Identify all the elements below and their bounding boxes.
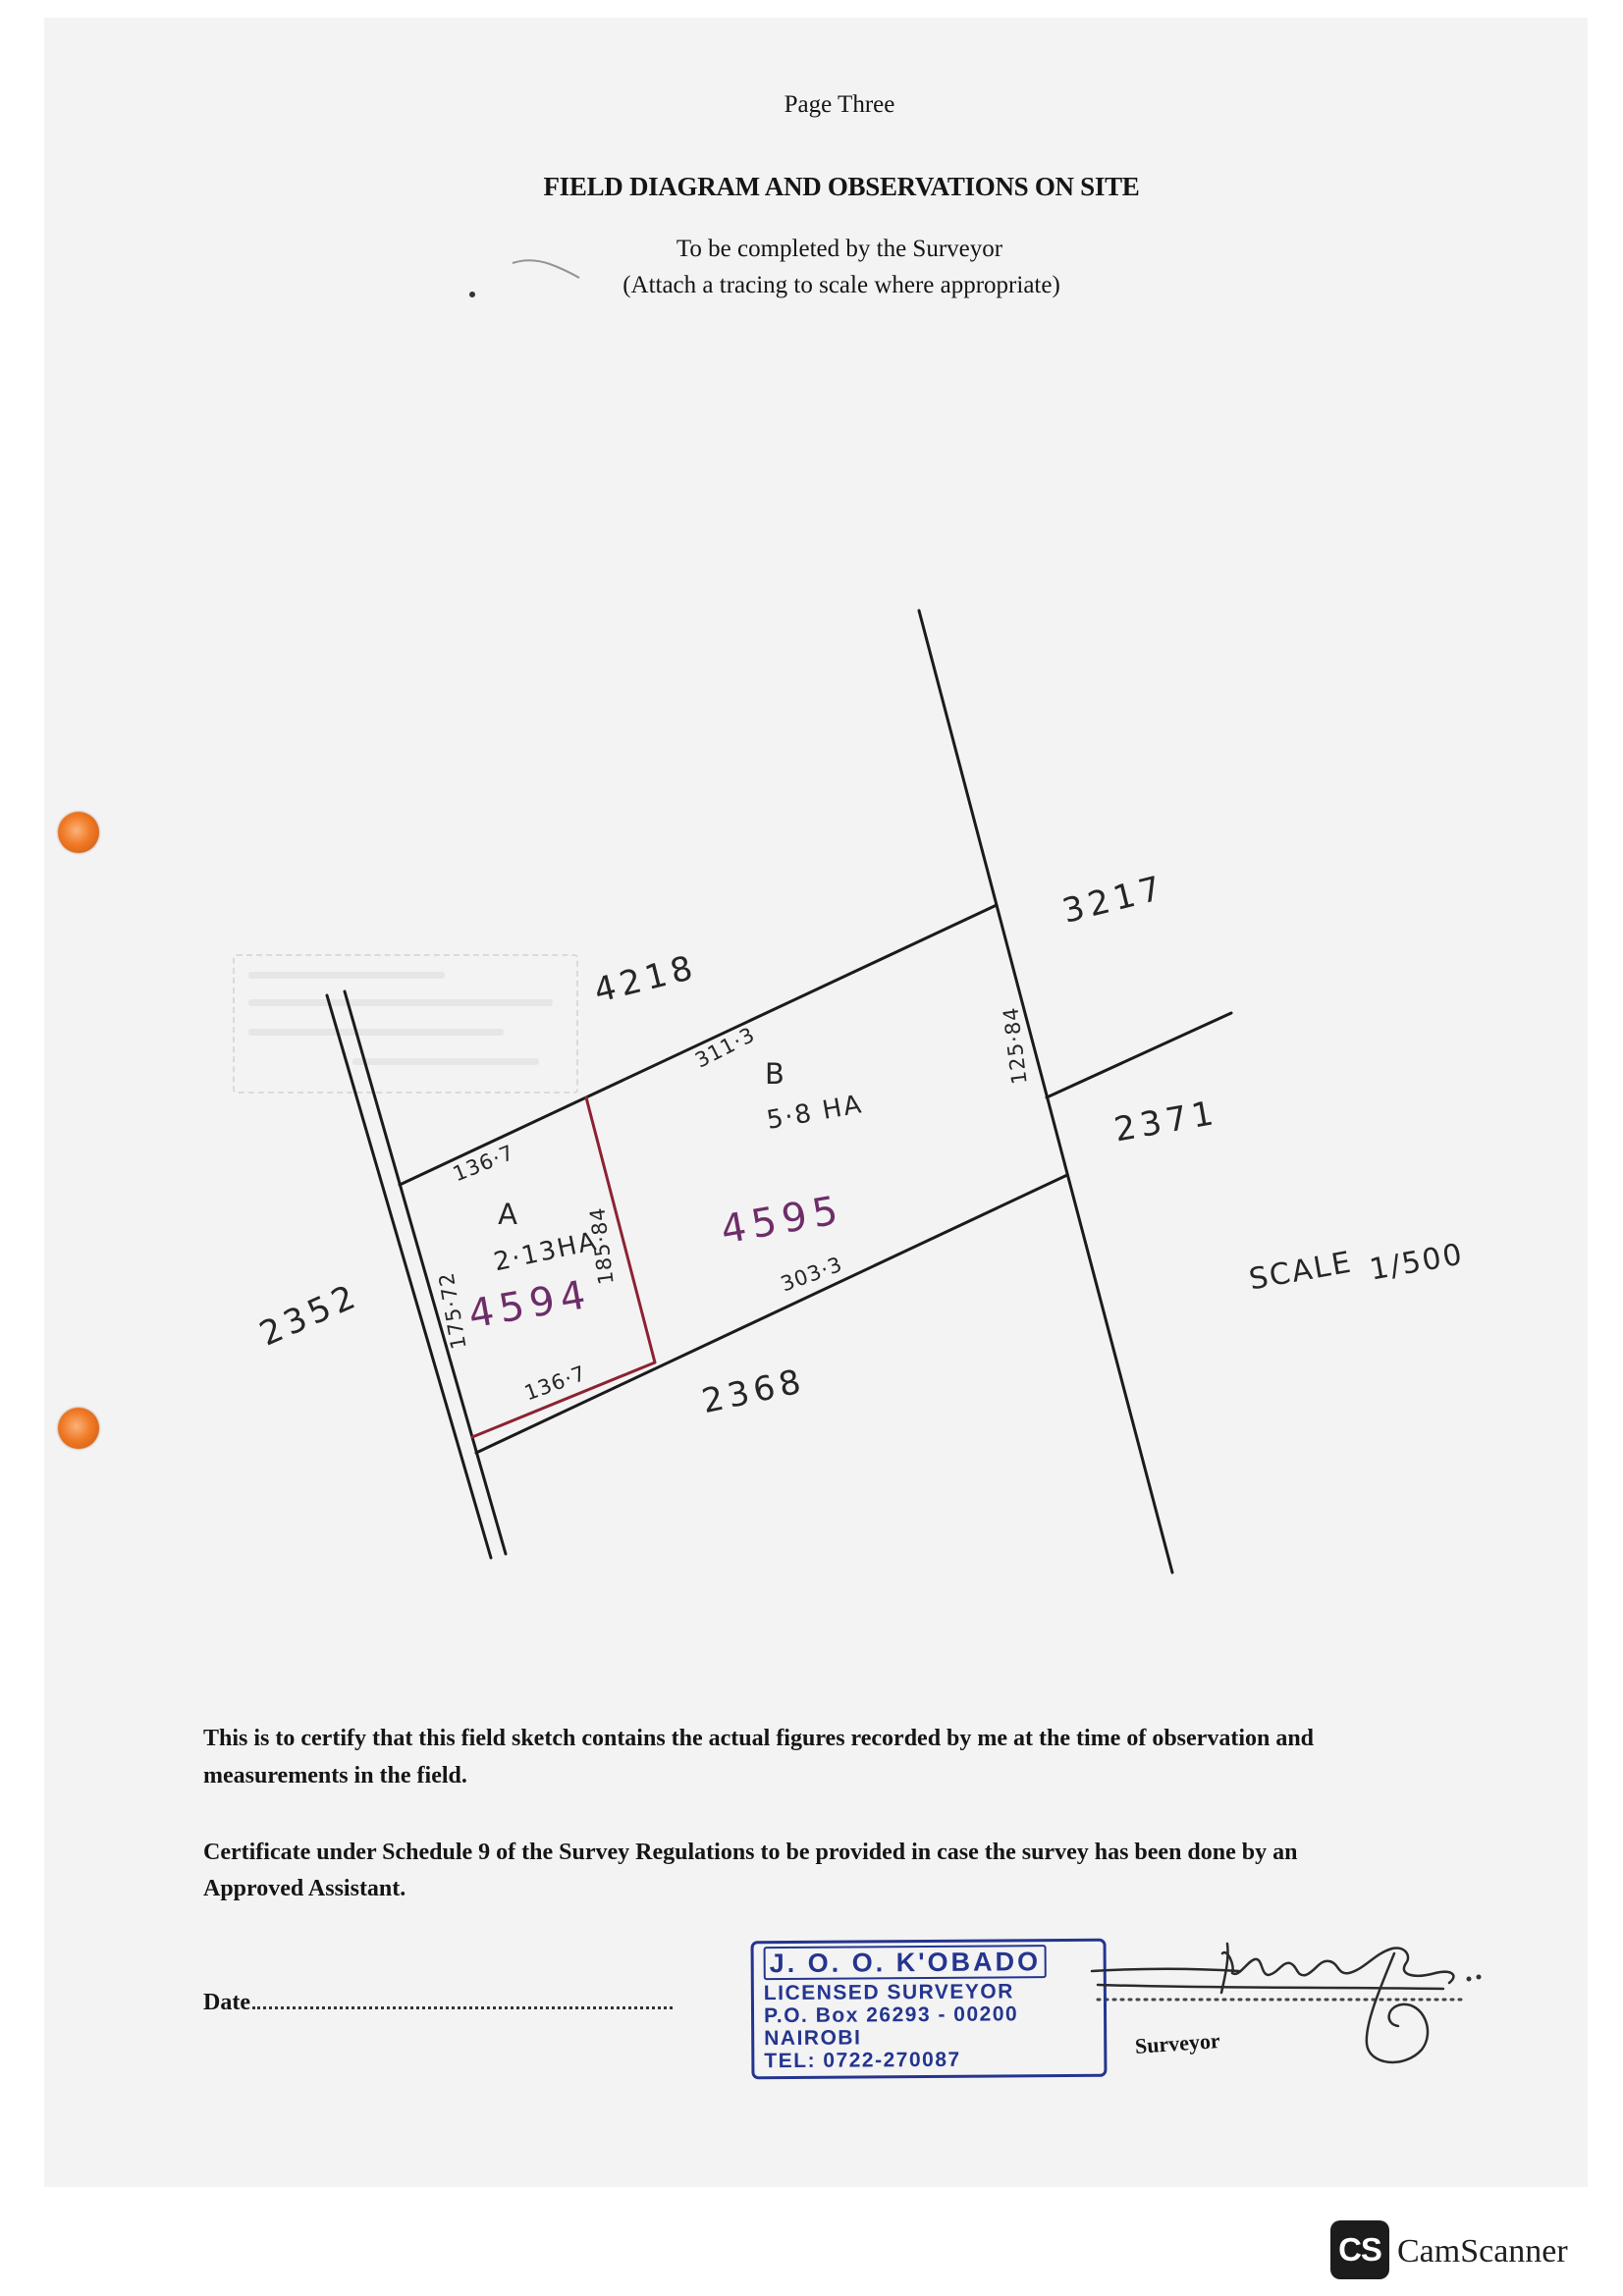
faded-stamp-impression [233,954,578,1094]
adjoining-parcel-north-label: 4218 [590,947,702,1011]
adjoining-parcel-southeast-label: 2371 [1110,1093,1221,1150]
date-dotted-line [252,1989,673,2009]
punch-hole-marker [58,812,99,853]
page-label: Page Three [784,91,895,118]
surveyor-stamp [751,1939,1108,2080]
schedule-note-line-2: Approved Assistant. [203,1876,406,1901]
adjoining-parcel-east-label: 3217 [1058,868,1170,932]
parcel-a-letter: A [498,1198,517,1231]
surveyor-signature-label: Surveyor [1134,2027,1221,2058]
parcel-a-south-dimension: 136·7 [520,1361,590,1406]
parcel-a-west-dimension: 175·72 [434,1269,471,1352]
schedule-note-line-1: Certificate under Schedule 9 of the Survey Regulations to be provided in case the survey has been done by an [203,1840,1298,1865]
date-field [203,1989,673,2016]
parcel-a-north-dimension: 136·7 [449,1140,518,1187]
certification-line-1: This is to certify that this field sketch contains the actual figures recorded by me at the time of observation and [203,1726,1315,1751]
adjoining-parcel-west-label: 2352 [253,1275,366,1355]
stamp-telephone: TEL: 0722-270087 [764,2048,961,2073]
parcel-b-north-dimension: 311·3 [691,1022,760,1073]
scale-ratio: 1/500 [1367,1237,1467,1288]
parcel-b-east-dimension: 125·84 [999,1005,1032,1087]
camscanner-brand-text: CamScanner [1397,2233,1568,2269]
date-label: Date [203,1990,250,2015]
parcel-a-area: 2·13HA [491,1226,601,1278]
instruction-text: To be completed by the Surveyor [676,236,1003,262]
certification-line-2: measurements in the field. [203,1763,467,1789]
punch-hole-marker [58,1408,99,1449]
stamp-city: NAIROBI [764,2026,862,2051]
stamp-surveyor-name: J. O. O. K'OBADO [764,1945,1048,1980]
faded-stamp-mark [248,999,553,1006]
parcel-b-south-dimension: 303·3 [777,1252,846,1297]
parcel-b-number: 4595 [717,1187,847,1254]
document-title: FIELD DIAGRAM AND OBSERVATIONS ON SITE [543,172,1140,201]
faded-stamp-mark [248,1029,504,1036]
scale-word: SCALE [1246,1245,1356,1298]
adjoining-parcel-south-label: 2368 [698,1361,809,1422]
parcel-b-letter: B [765,1057,784,1091]
stamp-po-box: P.O. Box 26293 - 00200 [763,2002,1019,2028]
stamp-title: LICENSED SURVEYOR [763,1980,1014,2005]
faded-stamp-mark [248,972,445,979]
camscanner-logo-icon: CS [1330,2220,1389,2279]
parcel-a-number: 4594 [464,1271,595,1338]
parcel-a-east-dimension: 185·84 [585,1205,619,1287]
faded-stamp-mark [352,1058,539,1065]
parcel-b-area: 5·8 HA [764,1090,866,1136]
tracing-note: (Attach a tracing to scale where appropriate) [622,272,1060,298]
